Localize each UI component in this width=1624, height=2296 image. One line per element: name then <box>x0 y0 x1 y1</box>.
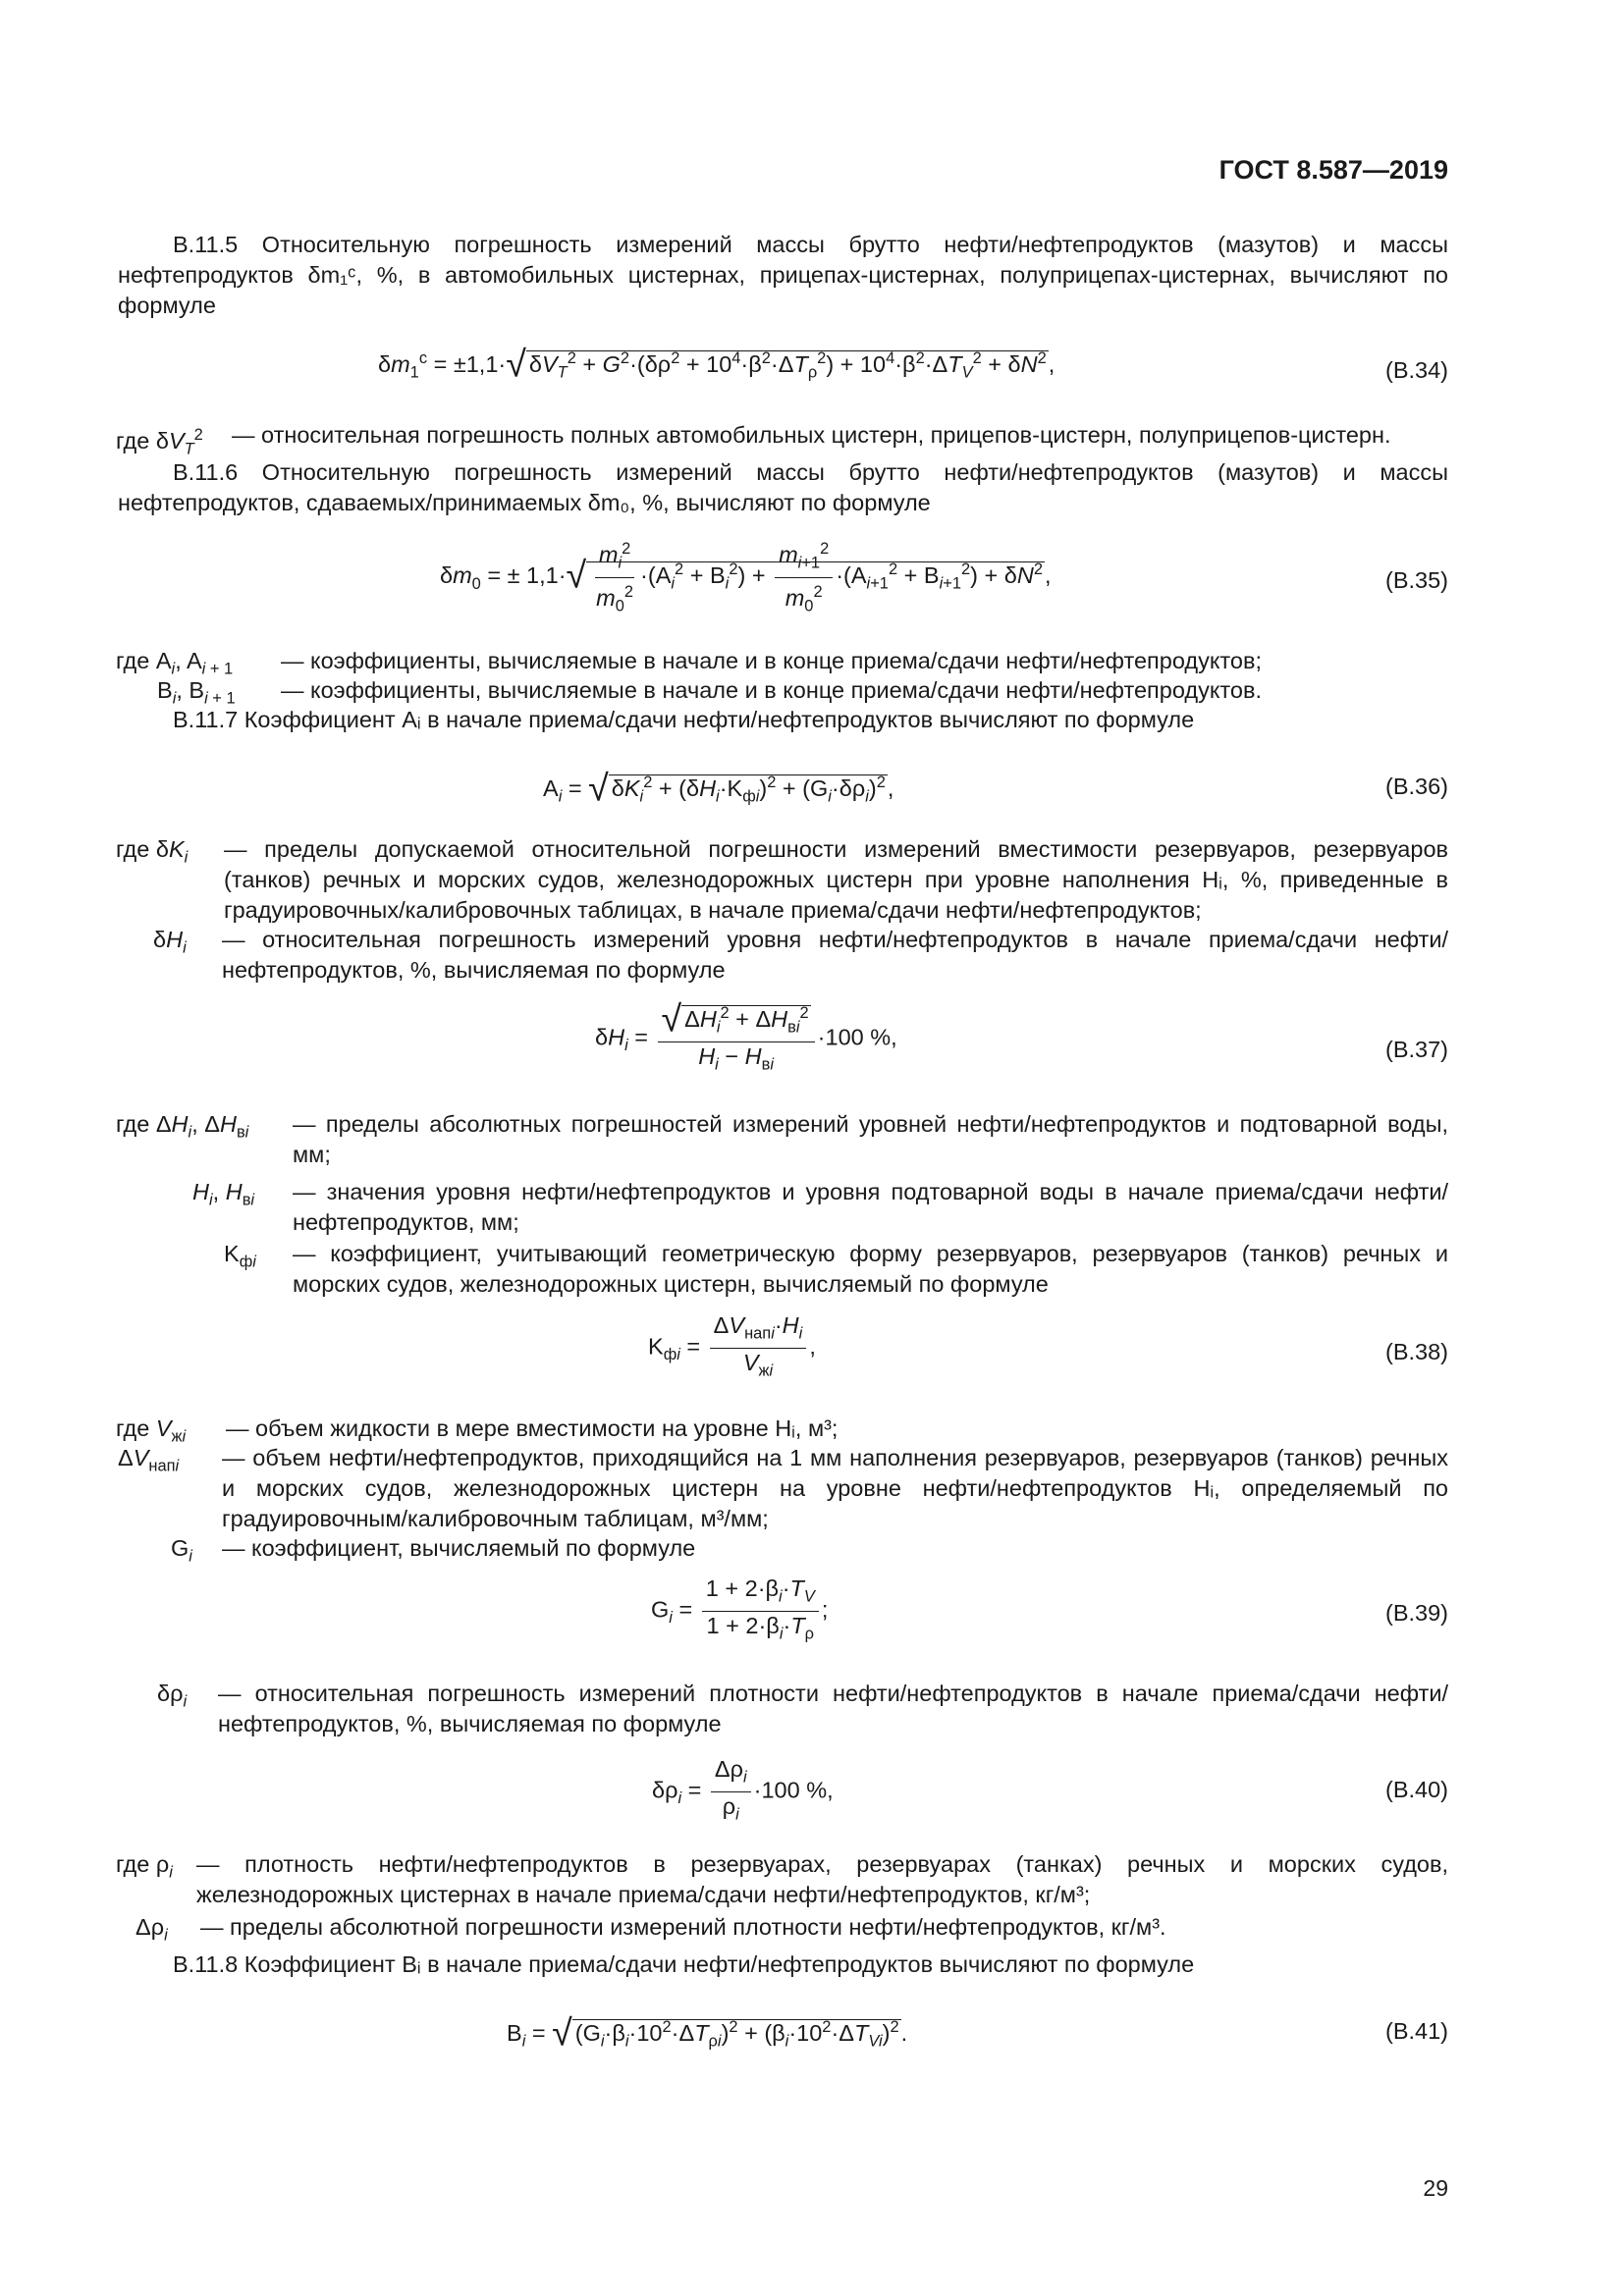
formula-b34: $\delta m_1^c = \pm 1,1\cdot√$ $\delta V_T^2 + G^2\cdot(\delta\rho^2 + 10^4\cdot\beta^2\cdot\Delta T_\rho^2) + 10^4\cdot\beta^2\cdot\Delta T_V^2 + \delta N^2$, <box>378 343 1056 385</box>
formula-b40: $\delta\rho_i$ = $\frac{\Delta\rho_i}{\rho_i}$ ·100 %, <box>652 1756 834 1824</box>
definition-term-dH: $\delta H_i$ <box>153 927 187 957</box>
definition-B: — коэффициенты, вычисляемые в начале и в конце приема/сдачи нефти/нефтепродуктов. <box>281 677 1262 703</box>
paragraph-b11-6: В.11.6 Относительную погрешность измерений массы брутто нефти/нефтепродуктов (мазутов) и массы нефтепродуктов, сдаваемых/принимаемых δm₀, %, вычисляют по формуле <box>118 459 1448 515</box>
definition-term-dVt: где $\delta V_T^2$ <box>116 426 203 458</box>
formula-number-b36: (В.36) <box>1385 774 1448 799</box>
formula-b38: $K_{фi}$ = $\frac{\Delta V_{напi}\cdot H_i}{V_{жi}}$ , <box>648 1312 816 1380</box>
formula-b41: $B_i$ = √ $(G_i\cdot\beta_i\cdot 10^2\cdot\Delta T_{\rho i})^2 + (\beta_i\cdot 10^2\cdot\Delta T_{Vi})^2$. <box>507 2011 908 2054</box>
definition-term-Kf: $K_{фi}$ <box>224 1241 256 1271</box>
definition-term-deltarho: $\Delta\rho_i$ <box>135 1914 168 1945</box>
formula-b36: $A_i$ = √ $\delta K_i^2 + (\delta H_i\cdot K_{фi})^2 + (G_i\cdot\delta\rho_i)^2$, <box>543 767 894 809</box>
definition-dH: — относительная погрешность измерений уровня нефти/нефтепродуктов в начале приема/сдачи нефти/нефтепродуктов, %, вычисляемая по формуле <box>222 927 1448 983</box>
definition-term-B: $B_i$, $B_{i + 1}$ <box>157 677 236 708</box>
definition-drho: — относительная погрешность измерений плотности нефти/нефтепродуктов в начале приема/сдачи нефти/нефтепродуктов, %, вычисляемая по формуле <box>218 1681 1448 1736</box>
definition-term-rho: где $\rho_i$ <box>116 1851 173 1882</box>
definition-term-dK: где $\delta K_i$ <box>116 836 189 867</box>
definition-dVnap: — объем нефти/нефтепродуктов, приходящийся на 1 мм наполнения резервуаров, резервуаров (танков) речных и морских судов, железнодорожных цистерн на уровне нефти/нефтепродуктов Hᵢ, определяемый по градуировочным/калибровочным таблицам, м³/мм; <box>222 1445 1448 1531</box>
definition-deltarho: — пределы абсолютной погрешности измерений плотности нефти/нефтепродуктов, кг/м³. <box>200 1914 1166 1940</box>
definition-term-H: $H_i$, $H_{вi}$ <box>192 1179 255 1209</box>
paragraph-b11-8: В.11.8 Коэффициент Bᵢ в начале приема/сдачи нефти/нефтепродуктов вычисляют по формуле <box>173 1951 1195 1977</box>
definition-term-G: $G_i$ <box>171 1535 192 1566</box>
paragraph-b11-7: В.11.7 Коэффициент Aᵢ в начале приема/сдачи нефти/нефтепродуктов вычисляют по формуле <box>173 707 1195 732</box>
formula-number-b34: (В.34) <box>1385 357 1448 383</box>
definition-Vzh: — объем жидкости в мере вместимости на уровне Hᵢ, м³; <box>226 1415 839 1441</box>
paragraph-b11-5: В.11.5 Относительную погрешность измерений массы брутто нефти/нефтепродуктов (мазутов) и массы нефтепродуктов δm₁ᶜ, %, в автомобильных цистернах, прицепах-цистернах, полуприцепах-цистернах, вычисляют по формуле <box>118 232 1448 318</box>
definition-dK: — пределы допускаемой относительной погрешности измерений вместимости резервуаров, резервуаров (танков) речных и морских судов, железнодорожных цистерн при уровне наполнения Hᵢ, %, приведенные в градуировочных/калибровочных таблицах, в начале приема/сдачи нефти/нефтепродуктов; <box>224 836 1448 923</box>
formula-b37: $\delta H_i$ = $\frac{√ \Delta H_i^2 + \Delta H_{вi}^2}{H_i - H_{вi}}$ ·100 %, <box>595 997 897 1074</box>
definition-A: — коэффициенты, вычисляемые в начале и в конце приема/сдачи нефти/нефтепродуктов; <box>281 648 1262 673</box>
definition-G: — коэффициент, вычисляемый по формуле <box>222 1535 696 1561</box>
formula-number-b40: (В.40) <box>1385 1777 1448 1802</box>
formula-b35: $\delta m_0$ = ± 1,1·√ $\frac{m_i^2}{m_0^2}$ $\cdot(A_i^2 + B_i^2)$ + $\frac{m_{i+1}^2}{m_0^2}$ $\cdot(A_{i+1}^2 + B_{i+1}^2) + \delta N^2$, <box>440 535 1052 619</box>
definition-dVt: — относительная погрешность полных автомобильных цистерн, прицепов-цистерн, полуприцепов-цистерн. <box>232 422 1391 448</box>
definition-term-A: где $A_i$, $A_{i + 1}$ <box>116 648 234 678</box>
formula-number-b38: (В.38) <box>1385 1339 1448 1364</box>
definition-H: — значения уровня нефти/нефтепродуктов и уровня подтоварной воды в начале приема/сдачи нефти/нефтепродуктов, мм; <box>293 1179 1448 1235</box>
formula-number-b41: (В.41) <box>1385 2018 1448 2044</box>
formula-number-b39: (В.39) <box>1385 1600 1448 1626</box>
page-number: 29 <box>1423 2175 1448 2201</box>
definition-term-dVnap: $\Delta V_{напi}$ <box>118 1445 180 1475</box>
formula-b39: $G_i$ = $\frac{1 + 2\cdot\beta_i\cdot T_V}{1 + 2\cdot\beta_i\cdot T_\rho}$ ; <box>651 1575 829 1643</box>
definition-term-deltaH: где $\Delta H_i$, $\Delta H_{вi}$ <box>116 1111 249 1142</box>
document-id: ГОСТ 8.587—2019 <box>1218 155 1448 185</box>
definition-term-Vzh: где $V_{жi}$ <box>116 1415 187 1446</box>
formula-number-b37: (В.37) <box>1385 1037 1448 1062</box>
definition-rho: — плотность нефти/нефтепродуктов в резервуарах, резервуарах (танках) речных и морских судов, железнодорожных цистернах в начале приема/сдачи нефти/нефтепродуктов, кг/м³; <box>196 1851 1448 1907</box>
formula-number-b35: (В.35) <box>1385 567 1448 593</box>
definition-Kf: — коэффициент, учитывающий геометрическую форму резервуаров, резервуаров (танков) речных и морских судов, железнодорожных цистерн, вычисляемый по формуле <box>293 1241 1448 1297</box>
definition-deltaH: — пределы абсолютных погрешностей измерений уровней нефти/нефтепродуктов и подтоварной воды, мм; <box>293 1111 1448 1167</box>
definition-term-drho: $\delta\rho_i$ <box>157 1681 188 1711</box>
